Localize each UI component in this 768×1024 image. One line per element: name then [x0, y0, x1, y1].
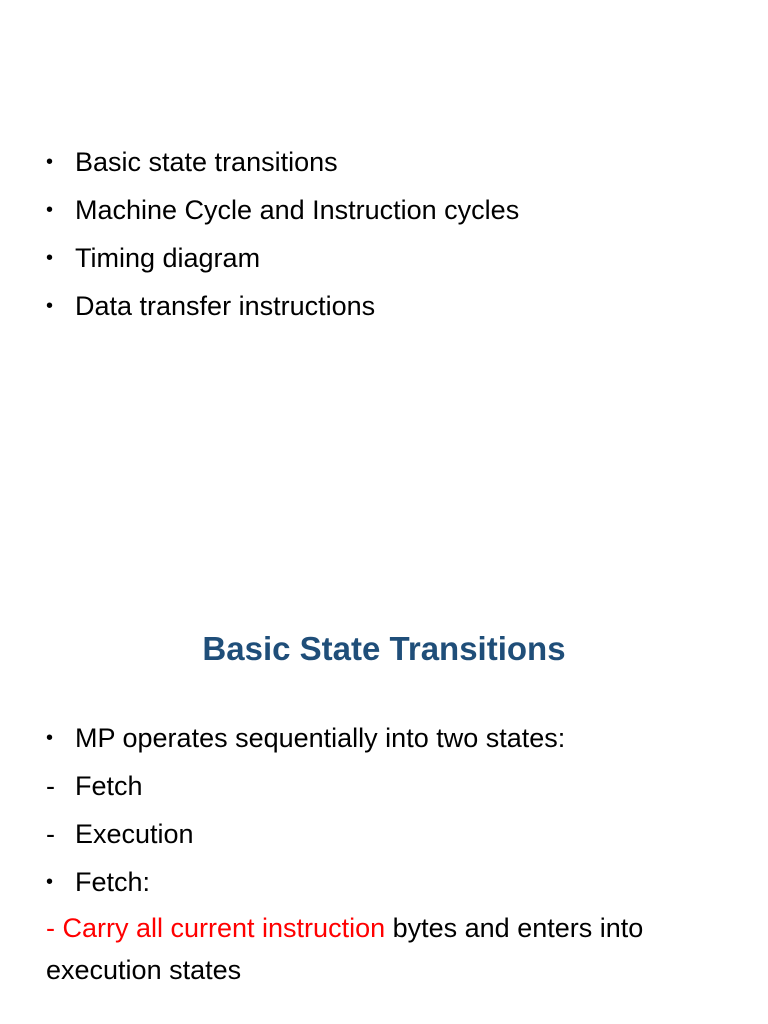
- slide-title: Basic State Transitions: [202, 630, 566, 667]
- bullet-dot-icon: •: [46, 727, 54, 749]
- dash-text: Fetch: [75, 771, 143, 801]
- bullet-item: [46, 714, 738, 762]
- bullet-dot-icon: •: [46, 199, 54, 221]
- dash-marker: -: [46, 771, 55, 801]
- dash-item: [46, 762, 738, 810]
- highlighted-text: - Carry all current instruction: [46, 913, 386, 943]
- bullet-item: [46, 858, 738, 906]
- bullet-dot-icon: •: [46, 871, 54, 893]
- dash-item: [46, 810, 738, 858]
- fetch-description: [46, 907, 728, 991]
- slide-basic-state-transitions: [0, 512, 768, 1024]
- plain-text: bytes and enters into execution states: [46, 913, 644, 985]
- bullet-dot-icon: •: [46, 295, 54, 317]
- dash-marker: -: [46, 819, 55, 849]
- bullet-item: [46, 282, 738, 330]
- bullet-item: [46, 234, 738, 282]
- bullet-text: Basic state transitions: [75, 147, 338, 177]
- bullet-text: MP operates sequentially into two states:: [75, 723, 566, 753]
- outline-bullet-list: [46, 138, 738, 330]
- bullet-text: Timing diagram: [75, 243, 261, 273]
- content-bullet-list: [46, 714, 738, 906]
- bullet-text: Data transfer instructions: [75, 291, 376, 321]
- bullet-item: [46, 138, 738, 186]
- dash-text: Execution: [75, 819, 194, 849]
- bullet-text: Fetch:: [75, 867, 151, 897]
- bullet-item: [46, 186, 738, 234]
- bullet-dot-icon: •: [46, 151, 54, 173]
- bullet-text: Machine Cycle and Instruction cycles: [75, 195, 520, 225]
- bullet-dot-icon: •: [46, 247, 54, 269]
